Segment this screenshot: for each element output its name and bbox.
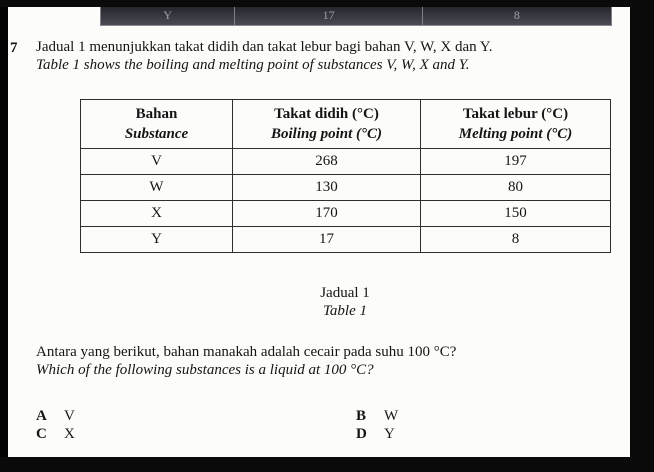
- question-number: 7: [10, 40, 18, 56]
- table-header-row: [81, 100, 611, 149]
- table-cell: 150: [421, 201, 611, 227]
- table-cell: 8: [422, 0, 611, 25]
- header-melting-english: Melting point (°C): [458, 126, 573, 142]
- table-cell: W: [81, 175, 233, 201]
- table-row: [81, 175, 611, 201]
- scan-border-right: [630, 0, 654, 472]
- caption-english: Table 1: [322, 303, 368, 319]
- table-cell: Y: [81, 227, 233, 253]
- header-boiling-malay: Takat didih (°C): [274, 106, 379, 122]
- answer-options: [36, 407, 610, 443]
- header-substance-malay: Bahan: [135, 106, 178, 122]
- exam-page: [8, 0, 630, 457]
- table-cell: 130: [233, 175, 421, 201]
- table-cell: 17: [233, 227, 421, 253]
- question-text: [36, 343, 616, 379]
- header-melting-malay: Takat lebur (°C): [462, 106, 569, 122]
- option-letter: A: [36, 408, 47, 424]
- table-cell: 80: [421, 175, 611, 201]
- caption-malay: Jadual 1: [320, 285, 370, 301]
- option-b: [356, 407, 610, 425]
- header-boiling-point: [233, 100, 421, 149]
- table-row: [81, 227, 611, 253]
- table-cell: X: [81, 201, 233, 227]
- scan-border-bottom: [0, 457, 654, 472]
- header-boiling-english: Boiling point (°C): [270, 126, 383, 142]
- table-row: [81, 201, 611, 227]
- header-melting-point: [421, 100, 611, 149]
- option-letter: B: [356, 408, 367, 424]
- table-cell: 17: [234, 0, 421, 25]
- table-row: [81, 149, 611, 175]
- option-value: Y: [384, 426, 395, 442]
- option-value: W: [384, 408, 399, 424]
- intro-malay: Jadual 1 menunjukkan takat didih dan takat lebur bagi bahan V, W, X dan Y.: [36, 39, 493, 55]
- option-value: X: [64, 426, 75, 442]
- table-cell: V: [81, 149, 233, 175]
- question-malay: Antara yang berikut, bahan manakah adalah cecair pada suhu 100 °C?: [36, 344, 457, 360]
- option-letter: C: [36, 426, 47, 442]
- option-d: [356, 425, 610, 443]
- table-cell: 197: [421, 149, 611, 175]
- question-english: Which of the following substances is a liquid at 100 °C?: [36, 362, 374, 378]
- header-substance: [81, 100, 233, 149]
- option-letter: D: [356, 426, 367, 442]
- table-cell: 8: [421, 227, 611, 253]
- option-c: [36, 425, 356, 443]
- option-a: [36, 407, 356, 425]
- question-intro: [36, 38, 616, 74]
- table-cell: 170: [233, 201, 421, 227]
- table-cell: Y: [163, 8, 173, 22]
- table-caption: [80, 284, 610, 320]
- table-cell: 268: [233, 149, 421, 175]
- substance-table: [80, 99, 611, 253]
- scan-border-top: [0, 0, 654, 7]
- option-value: V: [64, 408, 75, 424]
- header-substance-english: Substance: [124, 126, 189, 142]
- intro-english: Table 1 shows the boiling and melting point of substances V, W, X and Y.: [36, 57, 470, 73]
